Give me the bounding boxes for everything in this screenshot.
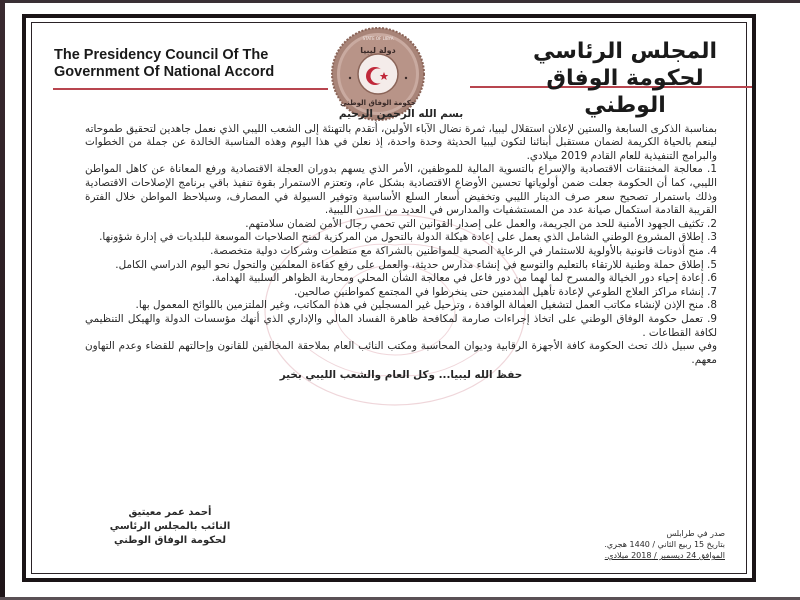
intro-paragraph: بمناسبة الذكرى السابعة والستين لإعلان استقلال ليبيا، ثمرة نضال الآباء الأولين، أتقدم بالتهنئة إلى الشعب الليبي الذي نعمل جاهدين لتحقيق طموحاته لينعم بالحياة الكريمة لضمان مستقبل أبنائنا لتكون ليبيا الحديثة وحدة واحدة، إذ نعلن في هذا اليوم وهذه المناسبة الخالدة عن جملة من الخطوات والبرامج التنفيذية للعام القادم 2019 ميلادي. [85, 122, 717, 162]
point-6: 6. إعادة إحياء دور الخيالة والمسرح لما لهما من دور فاعل في معالجة الشأن المحلي ومحاربة الظواهر السلبية الهدامة. [211, 272, 717, 285]
statement-body [85, 108, 717, 383]
arabic-title-line2: لحكومة الوفاق الوطني [546, 66, 704, 118]
hijri-date: بتاريخ 15 ربيع الثاني / 1440 هجري. [604, 540, 725, 549]
signatory-name: أحمد عمر معيتيق [128, 507, 212, 518]
point-7: 7. إنشاء مراكز العلاج الطوعي لإعادة تأهيل المدمنين حتى ينخرطوا في المجتمع كمواطنين صالحين. [294, 285, 717, 298]
issue-date-block [545, 528, 725, 561]
english-letterhead [54, 47, 324, 81]
signature-block [90, 506, 250, 548]
issue-place: صدر في طرابلس [666, 529, 725, 538]
point-9: 9. تعمل حكومة الوفاق الوطني على اتخاذ إجراءات صارمة لمكافحة ظاهرة الفساد المالي والإداري الذي أنهك مؤسسات الدولة والهيكل التنظيمي لكافة القطاعات . [85, 312, 717, 339]
closing-line: حفظ الله ليبيا... وكل العام والشعب الليبي بخير [279, 369, 523, 382]
signatory-title-line1: النائب بالمجلس الرئاسي [109, 521, 231, 532]
point-2: 2. تكثيف الجهود الأمنية للحد من الجريمة، والعمل على إصدار القوانين التي تحمي رجال الأمن لضمان سلامتهم. [245, 217, 717, 230]
svg-text:دولة ليبيا: دولة ليبيا [360, 46, 396, 55]
header-rule-left [53, 88, 328, 90]
photo-edge-left [0, 0, 5, 600]
signatory-title-line2: لحكومة الوفاق الوطني [113, 535, 227, 546]
point-5: 5. إطلاق حملة وطنية للارتقاء بالتعليم والتوسع في إنشاء مدارس حديثة، والعمل على رفع كفاءة المعلمين والتحول نحو اليوم الدراسي الكامل. [115, 258, 717, 271]
basmala: بسم الله الرحمن الرحيم [338, 108, 464, 120]
point-4: 4. منح أذونات قانونية بالأولوية للاستثمار في الرعاية الصحية للمواطنين بالشراكة مع منظمات وشركات دولية متخصصة. [210, 244, 717, 257]
photo-edge-top [0, 0, 800, 3]
point-3: 3. إطلاق المشروع الوطني الشامل الذي يعمل على إعادة هيكلة الدولة بالتحول من المركزية لمنح الصلاحيات الموسعة للبلديات في إدارة شؤونها. [99, 231, 717, 244]
gregorian-date: الموافق 24 ديسمبر / 2018 ميلادي. [604, 551, 725, 560]
english-title-line1: The Presidency Council Of The [54, 47, 269, 63]
svg-text:حكومة الوفاق الوطني: حكومة الوفاق الوطني [340, 99, 416, 107]
followup-paragraph: وفي سبيل ذلك تحث الحكومة كافة الأجهزة الرقابية وديوان المحاسبة ومكتب النائب العام بملاحقة المخالفين للقانون وإحالتهم للقضاء وعدم التهاون معهم. [85, 340, 717, 366]
svg-text:STATE OF LIBYA: STATE OF LIBYA [362, 36, 394, 41]
arabic-title-line1: المجلس الرئاسي [532, 39, 718, 64]
arabic-letterhead [510, 38, 740, 119]
point-1: 1. معالجة المختنقات الاقتصادية والإسراع بالتسوية المالية للموظفين، الأمر الذي يسهم بدوران العجلة الاقتصادية ورفع المعاناة عن كاهل المواطن الليبي، كما أن الحكومة جعلت ضمن أولوياتها تحسين الأوضاع الاقتصادية بشكل عام، وتعتزم الاستمرار بقوة تنفيذ باقي برنامج الإصلاحات الاقتصادية وذلك باستمرار تصحيح سعر صرف الدينار الليبي وتخفيض أسعار السلع الأساسية وتوفير السيولة في المصارف، وسيلاحظ المواطن خلال الفترة القريبة القادمة استكمال صيانة عدد من المستشفيات والمدارس في العديد من المدن الليبية. [85, 163, 717, 217]
english-title-line2: Government Of National Accord [54, 64, 275, 80]
point-8: 8. منح الإذن لإنشاء مكاتب العمل لتشغيل العمالة الوافدة ، وترحيل غير المسجلين في هذه المكاتب، وغير الملتزمين باللوائح المعمول بها. [135, 299, 717, 312]
